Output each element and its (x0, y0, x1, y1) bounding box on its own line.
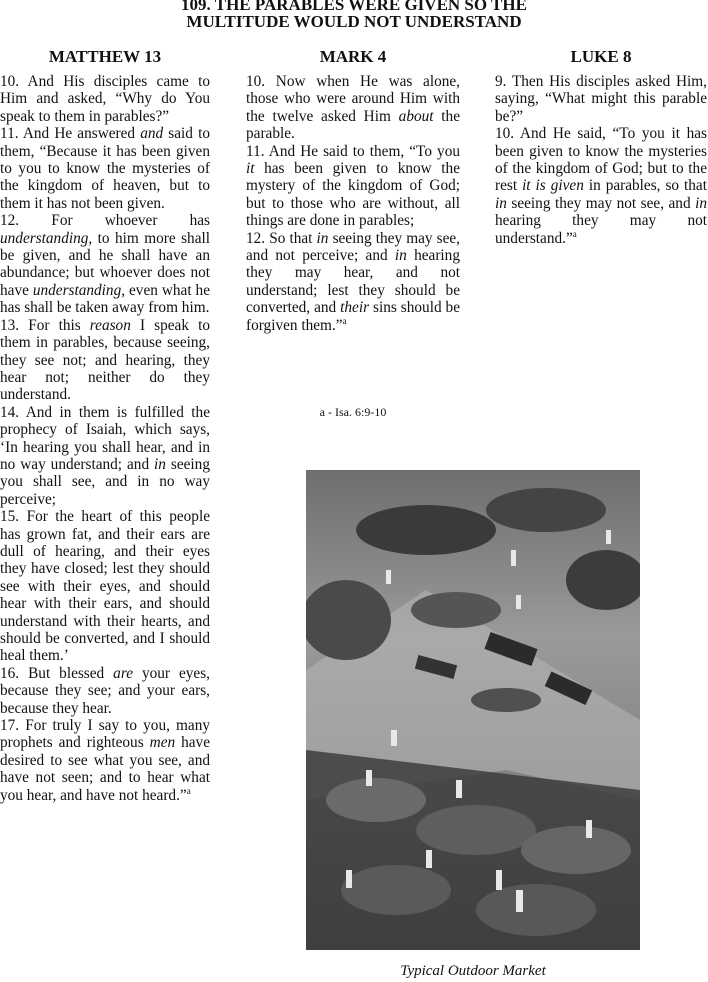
matthew-verse-13: 13. For this reason I speak to them in parables, because seeing, they see not; and hearing, they hear not; neither do they understand. (0, 316, 210, 404)
matthew-verse-17: 17. For truly I say to you, many prophets and righteous men have desired to see what you see, and have not seen; and to hear what you hear, and have not heard.”$^a$ (0, 717, 210, 804)
footnote-marker: a (342, 315, 347, 326)
luke-heading: LUKE 8 (570, 47, 632, 66)
mark-heading: MARK 4 (319, 47, 387, 66)
matthew-verse-10: 10. And His disciples came to Him and asked, “Why do You speak to them in parables?” (0, 73, 210, 125)
page-title (0, 0, 708, 30)
luke-column (495, 73, 707, 247)
matthew-verse-11: 11. And He answered and said to them, “Because it has been given to you to know the mysteries of the kingdom of heaven, but to them it has not been given. (0, 125, 210, 212)
mark-verse-10: 10. Now when He was alone, those who were around Him with the twelve asked Him about the parable. (246, 73, 460, 143)
mark-column (246, 73, 460, 334)
market-photo-image (306, 470, 640, 950)
luke-verse-9: 9. Then His disciples asked Him, saying, “What might this parable be?” (495, 73, 707, 125)
matthew-verse-16: 16. But blessed are your eyes, because they see; and your ears, because they hear. (0, 664, 210, 717)
mark-verse-12: 12. So that in seeing they may see, and not perceive; and in hearing they may hear, and not understand; lest they should be converted, and their sins should be forgiven them.”$^a$ (246, 229, 461, 334)
title-line-1: 109. THE PARABLES WERE GIVEN SO THE (181, 0, 527, 14)
matthew-verse-14: 14. And in them is fulfilled the prophecy of Isaiah, which says, ‘In hearing you shall hear, and in no way understand; and in seeing you shall see, and in no way perceive; (0, 403, 210, 508)
footnote-marker: a (186, 785, 191, 796)
matthew-verse-15: 15. For the heart of this people has grown fat, and their ears are dull of hearing, and their eyes they have closed; lest they should see with their eyes, and should hear with their ears, and should understand with their hearts, and should be converted, and I should heal them.’ (0, 508, 210, 665)
footnote-marker: a (572, 228, 577, 239)
luke-verse-10: 10. And He said, “To you it has been given to know the mysteries of the kingdom of God; but to the rest it is given in parables, so that in seeing they may not see, and in hearing they may not understand.”$^a$ (495, 125, 707, 247)
matthew-heading: MATTHEW 13 (48, 47, 162, 66)
photo-caption: Typical Outdoor Market (400, 963, 546, 979)
mark-verse-11: 11. And He said to them, “To you it has been given to know the mystery of the kingdom of God; but to those who are without, all things are done in parables; (246, 142, 460, 230)
matthew-column (0, 73, 210, 804)
market-photo (306, 470, 640, 950)
matthew-verse-12: 12. For whoever has understanding, to him more shall be given, and he shall have an abundance; but whoever does not have understanding, even what he has shall be taken away from him. (0, 212, 210, 317)
footnote: a - Isa. 6:9-10 (319, 405, 387, 419)
title-line-2: MULTITUDE WOULD NOT UNDERSTAND (186, 12, 522, 31)
